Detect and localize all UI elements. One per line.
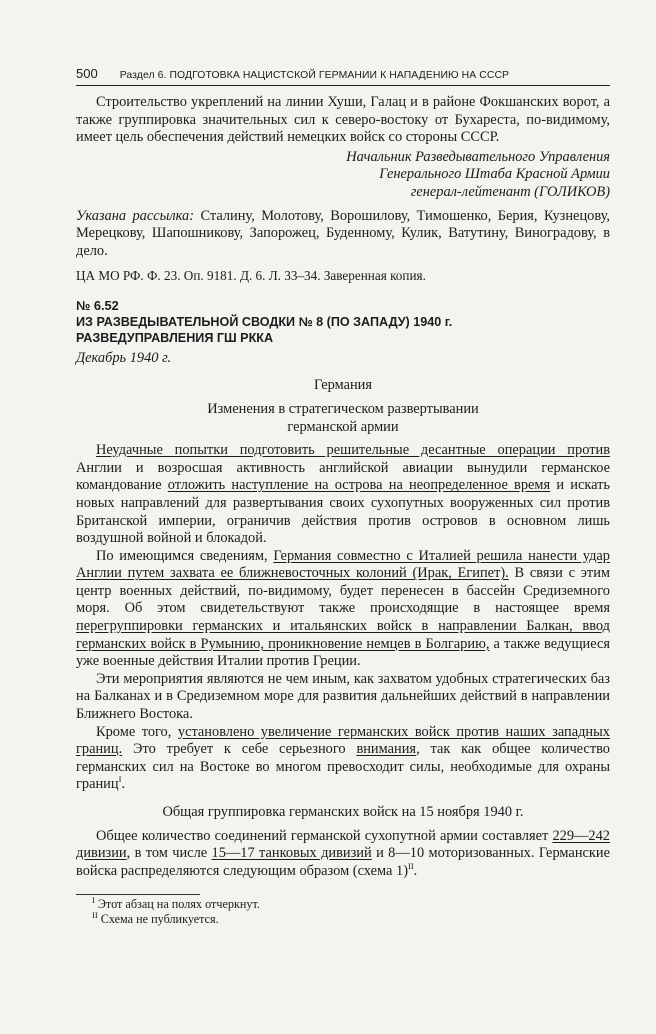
plain-text: . <box>121 776 126 793</box>
underlined-text: отложить наступление на острова на неопределенное время <box>167 477 551 494</box>
plain-text: , так как общее количество германских сил на Востоке во многом превосходит силы, необходимые для охраны границ <box>76 741 610 793</box>
plain-text: Англии и возросшая активность английской авиации вынудили германское командование <box>76 459 610 494</box>
footnote-mark: I <box>92 895 95 906</box>
underlined-text: установлено увеличение германских войск против наших западных границ. <box>76 723 610 758</box>
body-paragraph-2 <box>76 548 610 671</box>
document-date: Декабрь 1940 г. <box>76 350 172 367</box>
archive-reference: ЦА МО РФ. Ф. 23. Оп. 9181. Д. 6. Л. 33–34. Заверенная копия. <box>76 268 426 284</box>
signature-line-1: Начальник Разведывательного Управления <box>346 148 610 165</box>
plain-text: Кроме того, <box>96 723 178 740</box>
document-number: № 6.52 <box>76 298 119 314</box>
document-title-line-1: ИЗ РАЗВЕДЫВАТЕЛЬНОЙ СВОДКИ № 8 (ПО ЗАПАДУ) 1940 г. <box>76 315 453 330</box>
section-heading-1 <box>76 401 610 436</box>
plain-text: . <box>413 862 418 879</box>
footnote-ref-1: I <box>118 774 122 785</box>
footnote-ref-2: II <box>407 860 414 871</box>
section-heading-1-line-1: Изменения в стратегическом развертывании <box>207 400 479 417</box>
plain-text: Это требует к себе серьезного <box>122 741 357 758</box>
page-number: 500 <box>76 66 98 81</box>
distribution-label: Указана рассылка: <box>76 207 195 224</box>
signature-block <box>76 149 610 202</box>
section-heading-2: Общая группировка германских войск на 15 ноября 1940 г. <box>162 804 524 820</box>
distribution-paragraph <box>76 208 610 261</box>
footnote-text: Схема не публикуется. <box>97 912 219 927</box>
plain-text: По имеющимся сведениям, <box>96 547 274 564</box>
underlined-text: 229—242 дивизии <box>76 827 610 862</box>
footnote-2 <box>76 912 610 927</box>
body-paragraph-4 <box>76 724 610 794</box>
underlined-text: 15—17 танковых дивизий <box>211 845 372 862</box>
underlined-text: Германия совместно с Италией решила нанести удар Англии путем захвата ее ближневосточных колоний (Ирак, Египет). <box>76 547 610 582</box>
running-header <box>76 66 610 86</box>
book-page <box>76 66 610 927</box>
footnote-mark: II <box>92 910 98 921</box>
footnote-text: Этот абзац на полях отчеркнут. <box>94 897 260 912</box>
prev-doc-paragraph: Строительство укреплений на линии Хуши, Галац и в районе Фокшанских ворот, а также группировка значительных сил к северо-востоку от Бухареста, по-видимому, имеет цель обеспечения действий немецких войск со стороны СССР. <box>76 94 610 146</box>
plain-text: , в том числе <box>126 845 212 862</box>
footnote-1 <box>76 897 610 912</box>
plain-text: и искать новых направлений для развертывания своих сухопутных вооруженных сил против Британской империи, ограничив действия против островов в основном лишь воздушной войной и блокадой. <box>76 477 610 547</box>
underlined-text: Неудачные попытки подготовить решительные десантные операции против <box>96 442 610 459</box>
section-heading-1-line-2: германской армии <box>287 418 399 435</box>
underlined-text: внимания <box>356 741 417 758</box>
distribution-list: Сталину, Молотову, Ворошилову, Тимошенко, Берия, Кузнецову, Мерецкову, Шапошникову, Запорожец, Буденному, Кулик, Ватутину, Виноградову, в дело. <box>76 207 610 259</box>
body-paragraph-3: Эти мероприятия являются не чем иным, как захватом удобных стратегических баз на Балканах и в Средиземном море для развития дальнейших действий в направлении Ближнего Востока. <box>76 670 610 723</box>
plain-text: и 8—10 моторизованных. Германские войска распределяются следующим образом (схема 1) <box>76 845 610 879</box>
body-paragraph-5 <box>76 828 610 881</box>
body-paragraph-1 <box>76 442 610 548</box>
signature-line-2: Генерального Штаба Красной Армии <box>379 166 610 183</box>
country-heading: Германия <box>313 377 372 394</box>
document-title-line-2: РАЗВЕДУПРАВЛЕНИЯ ГШ РККА <box>76 331 274 346</box>
underlined-text: перегруппировки германских и итальянских войск в направлении Балкан, ввод германских войск в Румынию, проникновение немцев в Болгарию, <box>76 618 610 652</box>
signature-line-3: генерал-лейтенант (ГОЛИКОВ) <box>410 183 610 200</box>
running-title: Раздел 6. ПОДГОТОВКА НАЦИСТСКОЙ ГЕРМАНИИ К НАПАДЕНИЮ НА СССР <box>119 70 510 81</box>
plain-text: Общее количество соединений германской сухопутной армии составляет <box>96 827 553 844</box>
plain-text: а также ведущиеся уже военные действия Италии против Греции. <box>76 635 611 670</box>
plain-text: В связи с этим центр военных действий, по-видимому, будет перенесен в бассейн Средиземного моря. Об этом свидетельствуют также происходящие в настоящее время <box>76 565 610 617</box>
